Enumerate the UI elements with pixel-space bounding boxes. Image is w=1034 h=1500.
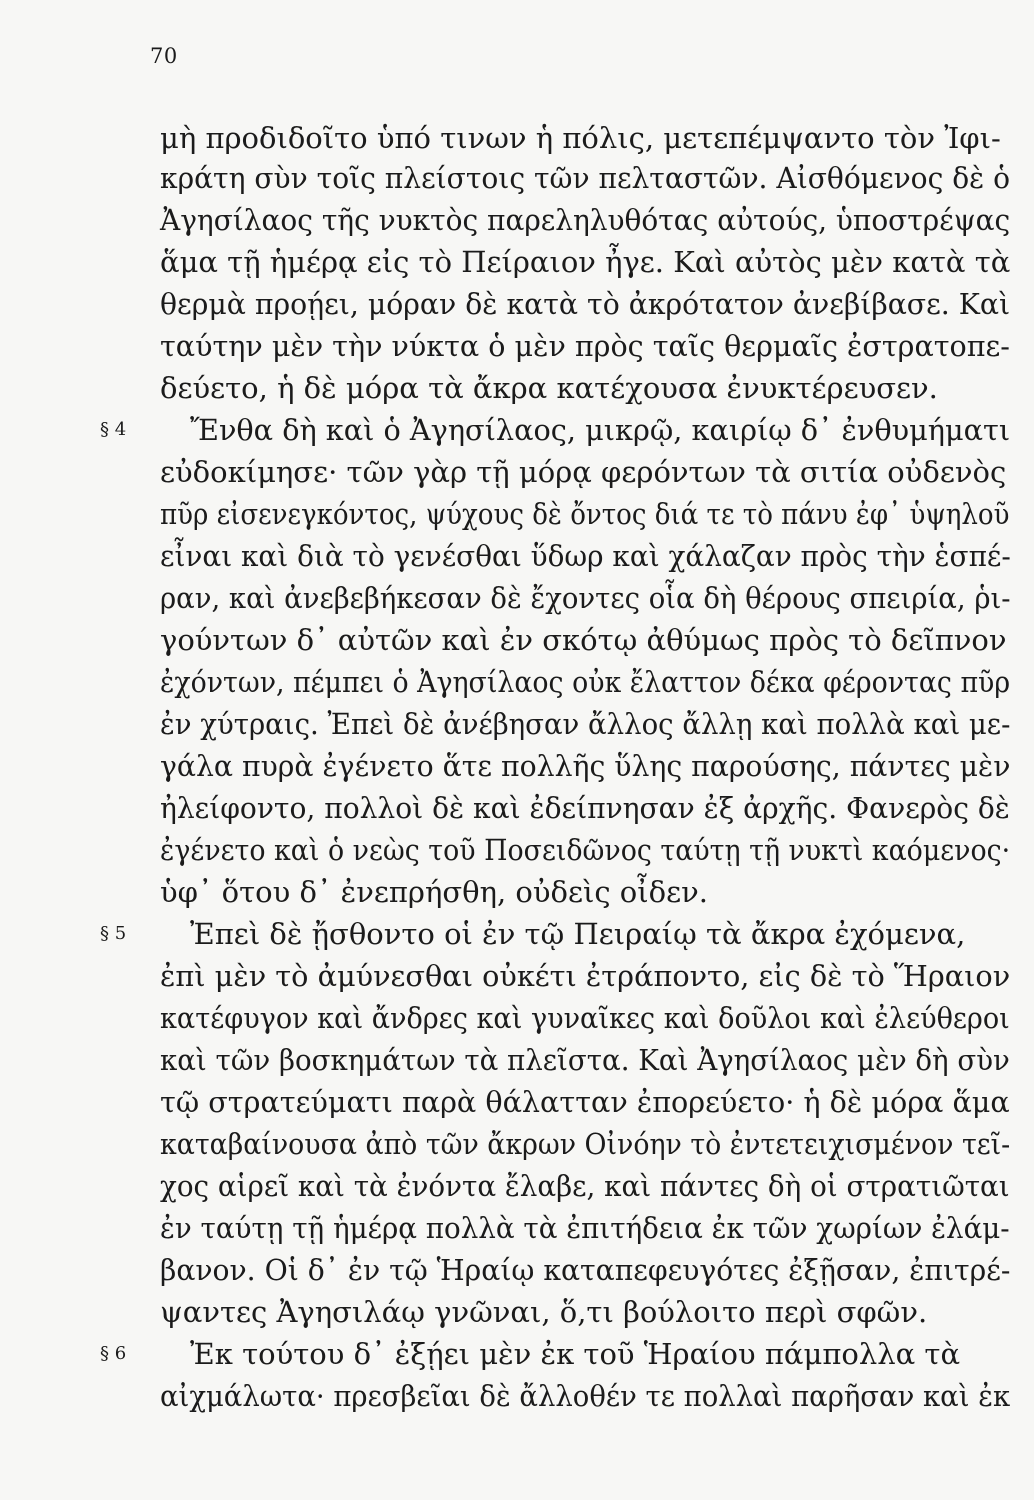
- text-line: ταύτην μὲν τὴν νύκτα ὁ μὲν πρὸς ταῖς θερμαῖς ἐστρατοπε-: [160, 329, 1010, 363]
- text-line: ραν, καὶ ἀνεβεβήκεσαν δὲ ἔχοντες οἷα δὴ θέρους σπειρία, ῥι-: [160, 581, 1011, 615]
- text-line: ἐν χύτραις. Ἐπεὶ δὲ ἀνέβησαν ἄλλος ἄλλῃ καὶ πολλὰ καὶ με-: [160, 707, 1011, 741]
- text-line: ἐπὶ μὲν τὸ ἀμύνεσθαι οὐκέτι ἐτράποντο, εἰς δὲ τὸ Ἥραιον: [160, 959, 1011, 993]
- text-line: γούντων δ᾽ αὐτῶν καὶ ἐν σκότῳ ἀθύμως πρὸς τὸ δεῖπνον: [160, 623, 1007, 657]
- text-line: ἐγένετο καὶ ὁ νεὼς τοῦ Ποσειδῶνος ταύτῃ τῇ νυκτὶ καόμενος·: [160, 833, 1011, 867]
- text-line: εἶναι καὶ διὰ τὸ γενέσθαι ὕδωρ καὶ χάλαζαν πρὸς τὴν ἑσπέ-: [160, 539, 1011, 573]
- section-marker: § 6: [100, 1343, 127, 1364]
- section-marker: § 4: [100, 419, 127, 440]
- text-line: ψαντες Ἀγησιλάῳ γνῶναι, ὅ,τι βούλοιτο περὶ σφῶν.: [160, 1295, 928, 1329]
- text-line: δεύετο, ἡ δὲ μόρα τὰ ἄκρα κατέχουσα ἐνυκτέρευσεν.: [160, 371, 938, 405]
- text-line: ἐχόντων, πέμπει ὁ Ἀγησίλαος οὐκ ἔλαττον δέκα φέροντας πῦρ: [160, 665, 1011, 699]
- text-line: καὶ τῶν βοσκημάτων τὰ πλεῖστα. Καὶ Ἀγησίλαος μὲν δὴ σὺν: [160, 1043, 1010, 1077]
- text-line: καταβαίνουσα ἀπὸ τῶν ἄκρων Οἰνόην τὸ ἐντετειχισμένον τεῖ-: [160, 1127, 1011, 1161]
- text-line: Ἐκ τούτου δ᾽ ἐξῄει μὲν ἐκ τοῦ Ἡραίου πάμπολλα τὰ: [190, 1337, 961, 1371]
- text-line: ἐν ταύτῃ τῇ ἡμέρᾳ πολλὰ τὰ ἐπιτήδεια ἐκ τῶν χωρίων ἐλάμ-: [160, 1211, 1010, 1245]
- text-line: πῦρ εἰσενεγκόντος, ψύχους δὲ ὄντος διά τε τὸ πάνυ ἐφ᾽ ὑψηλοῦ: [160, 497, 1010, 531]
- text-line: κράτη σὺν τοῖς πλείστοις τῶν πελταστῶν. Αἰσθόμενος δὲ ὁ: [160, 161, 1011, 195]
- text-line: γάλα πυρὰ ἐγένετο ἅτε πολλῆς ὕλης παρούσης, πάντες μὲν: [160, 749, 1011, 783]
- text-line: Ἐπεὶ δὲ ᾔσθοντο οἱ ἐν τῷ Πειραίῳ τὰ ἄκρα ἐχόμενα,: [190, 917, 966, 951]
- text-line: βανον. Οἱ δ᾽ ἐν τῷ Ἡραίῳ καταπεφευγότες ἐξῇσαν, ἐπιτρέ-: [160, 1253, 1011, 1287]
- text-line: μὴ προδιδοῖτο ὑπό τινων ἡ πόλις, μετεπέμψαντο τὸν Ἰφι-: [160, 121, 1001, 155]
- text-line: Ἔνθα δὴ καὶ ὁ Ἀγησίλαος, μικρῷ, καιρίῳ δ᾽ ἐνθυμήματι: [190, 413, 1011, 447]
- text-line: αἰχμάλωτα· πρεσβεῖαι δὲ ἄλλοθέν τε πολλαὶ παρῆσαν καὶ ἐκ: [160, 1379, 1011, 1413]
- text-line: θερμὰ προῄει, μόραν δὲ κατὰ τὸ ἀκρότατον ἀνεβίβασε. Καὶ: [160, 287, 1011, 321]
- text-line: Ἀγησίλαος τῆς νυκτὸς παρεληλυθότας αὐτούς, ὑποστρέψας: [160, 203, 1011, 237]
- text-line: χος αἱρεῖ καὶ τὰ ἐνόντα ἔλαβε, καὶ πάντες δὴ οἱ στρατιῶται: [160, 1169, 1010, 1203]
- text-line: κατέφυγον καὶ ἄνδρες καὶ γυναῖκες καὶ δοῦλοι καὶ ἐλεύθεροι: [160, 1001, 1010, 1035]
- page-number: 70: [150, 44, 178, 68]
- text-line: ὑφ᾽ ὅτου δ᾽ ἐνεπρήσθη, οὐδεὶς οἶδεν.: [160, 875, 708, 909]
- text-line: ἅμα τῇ ἡμέρᾳ εἰς τὸ Πείραιον ἦγε. Καὶ αὐτὸς μὲν κατὰ τὰ: [160, 245, 1011, 279]
- text-line: τῷ στρατεύματι παρὰ θάλατταν ἐπορεύετο· ἡ δὲ μόρα ἅμα: [160, 1085, 1010, 1119]
- section-marker: § 5: [100, 923, 127, 944]
- text-line: ἠλείφοντο, πολλοὶ δὲ καὶ ἐδείπνησαν ἐξ ἀρχῆς. Φανερὸς δὲ: [160, 791, 1010, 825]
- text-line: εὐδοκίμησε· τῶν γὰρ τῇ μόρᾳ φερόντων τὰ σιτία οὐδενὸς: [160, 455, 1007, 489]
